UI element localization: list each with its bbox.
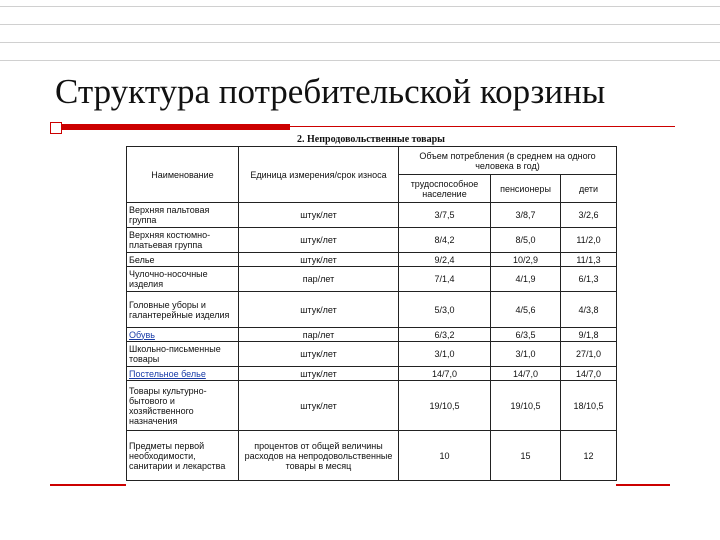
row-pensioners: 3/8,7 [491,203,561,228]
row-unit: штук/лет [239,228,399,253]
row-working: 10 [399,431,491,481]
table-row [127,431,617,481]
row-children: 12 [561,431,617,481]
row-pensioners: 10/2,9 [491,253,561,267]
basket-table [126,146,617,481]
row-pensioners: 19/10,5 [491,381,561,431]
row-unit: штук/лет [239,203,399,228]
row-children: 9/1,8 [561,328,617,342]
row-children: 4/3,8 [561,292,617,328]
row-unit: штук/лет [239,253,399,267]
table-row [127,228,617,253]
row-name: Верхняя костюмно-платьевая группа [127,228,239,253]
row-working: 5/3,0 [399,292,491,328]
row-working: 19/10,5 [399,381,491,431]
row-unit: штук/лет [239,367,399,381]
row-pensioners: 8/5,0 [491,228,561,253]
header-children: дети [561,175,617,203]
row-working: 14/7,0 [399,367,491,381]
slide-title: Структура потребительской корзины [55,72,606,111]
row-working: 8/4,2 [399,228,491,253]
basket-table-panel [126,133,616,515]
row-children: 18/10,5 [561,381,617,431]
row-unit: процентов от общей величины расходов на непродовольственные товары в месяц [239,431,399,481]
row-working: 3/1,0 [399,342,491,367]
row-name: Предметы первой необходимости, санитарии и лекарства [127,431,239,481]
row-pensioners: 6/3,5 [491,328,561,342]
row-unit: пар/лет [239,267,399,292]
header-name: Наименование [127,147,239,203]
row-name-link[interactable]: Обувь [129,329,155,340]
table-row [127,253,617,267]
title-accent-line [290,126,675,127]
row-working: 9/2,4 [399,253,491,267]
row-name: Школьно-письменные товары [127,342,239,367]
row-children: 6/1,3 [561,267,617,292]
row-children: 3/2,6 [561,203,617,228]
header-pensioners: пенсионеры [491,175,561,203]
row-pensioners: 4/5,6 [491,292,561,328]
row-name: Товары культурно-бытового и хозяйственного назначения [127,381,239,431]
header-unit: Единица измерения/срок износа [239,147,399,203]
row-children: 14/7,0 [561,367,617,381]
title-accent-bar [50,124,290,130]
row-pensioners: 14/7,0 [491,367,561,381]
row-working: 3/7,5 [399,203,491,228]
row-unit: штук/лет [239,381,399,431]
table-row [127,381,617,431]
row-pensioners: 4/1,9 [491,267,561,292]
row-working: 7/1,4 [399,267,491,292]
row-children: 11/1,3 [561,253,617,267]
title-accent-square [50,122,62,134]
header-working: трудоспособное население [399,175,491,203]
row-name: Чулочно-носочные изделия [127,267,239,292]
row-pensioners: 3/1,0 [491,342,561,367]
row-name[interactable] [127,367,239,381]
row-children: 27/1,0 [561,342,617,367]
row-name: Головные уборы и галантерейные изделия [127,292,239,328]
row-children: 11/2,0 [561,228,617,253]
header-consumption: Объем потребления (в среднем на одного человека в год) [399,147,617,175]
table-row [127,328,617,342]
table-row [127,367,617,381]
row-name[interactable] [127,328,239,342]
table-row [127,267,617,292]
row-unit: пар/лет [239,328,399,342]
row-unit: штук/лет [239,342,399,367]
row-name: Верхняя пальтовая группа [127,203,239,228]
table-row [127,203,617,228]
row-pensioners: 15 [491,431,561,481]
row-name-link[interactable]: Постельное белье [129,368,206,379]
table-row [127,292,617,328]
table-title: 2. Непродовольственные товары [297,134,445,145]
row-working: 6/3,2 [399,328,491,342]
row-name: Белье [127,253,239,267]
row-unit: штук/лет [239,292,399,328]
table-row [127,342,617,367]
